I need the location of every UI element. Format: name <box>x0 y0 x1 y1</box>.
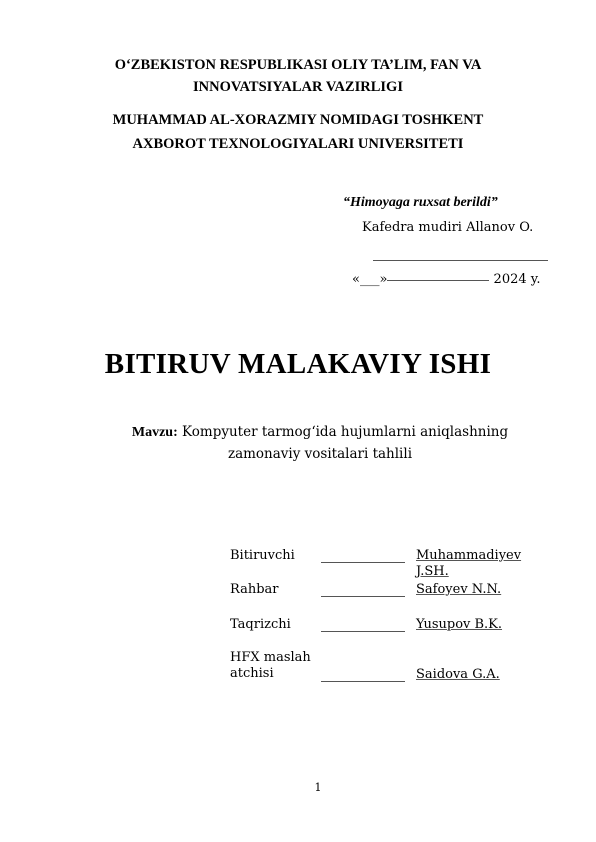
ministry-line-1: O‘ZBEKISTON RESPUBLIKASI OLIY TA’LIM, FAN VA <box>114 57 482 73</box>
university-line-1: MUHAMMAD AL-XORAZMIY NOMIDAGI TOSHKENT <box>112 112 484 128</box>
date-day: «___» <box>352 272 388 287</box>
topic-text-1: Kompyuter tarmog‘ida hujumlarni aniqlashning <box>177 424 509 440</box>
role-supervisor: Rahbar <box>230 582 279 597</box>
name-reviewer: Yusupov B.K. <box>416 617 503 632</box>
department-head: Kafedra mudiri Allanov O. <box>362 220 534 235</box>
approval-date <box>352 272 541 287</box>
role-reviewer: Taqrizchi <box>230 617 291 632</box>
date-month-line <box>387 280 489 281</box>
topic-label: Mavzu: <box>131 425 178 440</box>
topic-line-2: zamonaviy vositalari tahlili <box>227 446 413 462</box>
signature-line <box>321 596 405 597</box>
name-supervisor: Safoyev N.N. <box>416 582 502 597</box>
date-year: 2024 y. <box>489 272 541 287</box>
signature-line <box>321 562 405 563</box>
ministry-line-2: INNOVATSIYALAR VAZIRLIGI <box>193 79 403 95</box>
role-graduate: Bitiruvchi <box>230 548 295 563</box>
university-line-2: AXBOROT TEXNOLOGIYALARI UNIVERSITETI <box>132 136 464 152</box>
signature-line <box>321 681 405 682</box>
name-safety-consultant: Saidova G.A. <box>416 667 500 682</box>
name-graduate: Muhammadiyev J.SH. <box>416 548 522 579</box>
approval-title: “Himoyaga ruxsat berildi” <box>343 195 498 210</box>
page-number: 1 <box>314 781 322 794</box>
signature-line <box>373 260 548 261</box>
topic-line-1 <box>0 421 596 444</box>
document-title: BITIRUV MALAKAVIY ISHI <box>104 348 492 380</box>
role-safety-consultant: HFX maslahatchisi <box>230 650 311 681</box>
signature-line <box>321 631 405 632</box>
